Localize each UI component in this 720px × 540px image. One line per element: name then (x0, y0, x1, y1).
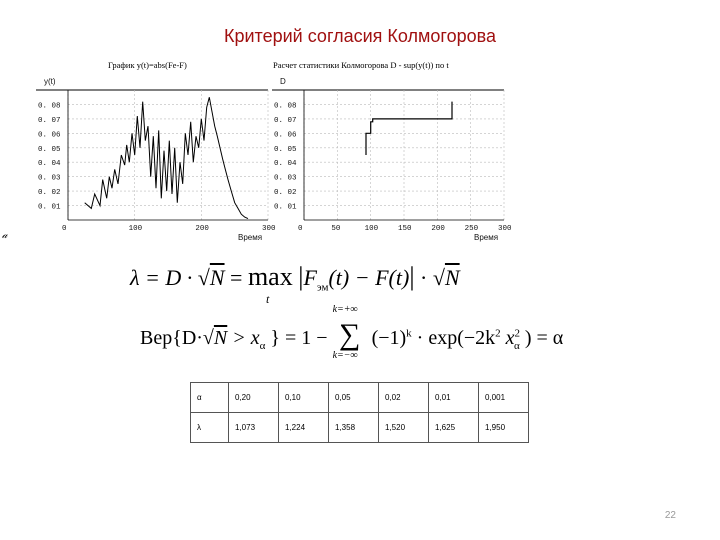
formula2-end: ) = α (524, 327, 564, 349)
x-tick-label: 200 (195, 225, 209, 233)
x-tick-label: 100 (128, 225, 143, 233)
table-cell: 0,05 (329, 383, 379, 413)
chart-abs-difference (36, 72, 276, 252)
series-line (366, 102, 452, 155)
formula1-body-rest: (t) − F(t) (328, 265, 410, 290)
y-axis-label: y(t) (44, 77, 56, 86)
x-tick-label: 250 (464, 225, 479, 233)
table-cell: 1,358 (329, 413, 379, 443)
formula1-body-sub: эм (316, 281, 329, 294)
table-cell: 0,20 (229, 383, 279, 413)
formula2-gt-sub: α (259, 340, 266, 352)
y-tick-label: 0. 02 (38, 189, 61, 198)
y-tick-label: 0. 02 (274, 189, 297, 198)
y-tick-label: 0. 08 (274, 102, 297, 111)
y-tick-label: 0. 05 (38, 145, 61, 154)
table-cell: 0,001 (479, 383, 529, 413)
formula2-prob: Вер{D (140, 327, 197, 349)
formula1-tail-sqrt-sign: √ (432, 265, 445, 290)
y-tick-label: 0. 07 (38, 116, 61, 125)
formula1-body: F (303, 265, 317, 290)
x-tick-label: 300 (262, 225, 276, 233)
table-cell: 0,01 (429, 383, 479, 413)
formula-lambda: λ = D · √N = max t $|F_{эм}(t) - F(t)| \cdot √N$ (130, 262, 460, 306)
y-tick-label: 0. 04 (38, 160, 61, 169)
table-cell: 1,520 (379, 413, 429, 443)
x-tick-label: 300 (498, 225, 512, 233)
formula2-sqrt: N (213, 327, 228, 349)
x-tick-label: 50 (331, 225, 341, 233)
x-axis-label: Время (238, 233, 263, 242)
y-tick-label: 0. 03 (274, 174, 297, 183)
formula2-exp-xsub: α (514, 340, 520, 352)
x-tick-label: 0 (298, 225, 303, 233)
x-tick-label: 200 (431, 225, 445, 233)
x-tick-label: 100 (364, 225, 379, 233)
y-tick-label: 0. 04 (274, 160, 297, 169)
critical-values-table (190, 382, 529, 443)
formula-probability: $Вер\{D\cdot√N > x_\alpha$ } = 1 − k=+∞ ∑ k=−∞ $(-1)^k \cdot \exp(-2k^2$ $x^2_\alpha$ ) = α (140, 304, 564, 361)
formula1-eq: = (230, 265, 243, 290)
formula1-max-sub: t (265, 292, 270, 306)
y-tick-label: 0. 08 (38, 102, 61, 111)
formula2-sum-bottom: k=−∞ (332, 350, 358, 361)
formula2-rhs: } = 1 − (270, 327, 328, 349)
x-tick-label: 150 (398, 225, 412, 233)
side-glyph: 𝒶 (2, 230, 8, 241)
table-cell: λ (191, 413, 229, 443)
chart2-title: Расчет статистики Колмогорова D - sup(y(t)) по t (273, 60, 449, 70)
formula1-lhs: λ = D · (130, 265, 193, 290)
formula1-tail-sqrt: N (444, 265, 460, 290)
slide-number: 22 (664, 510, 676, 521)
formula2-exp-xsup: 2 (514, 327, 521, 340)
table-cell: 1,224 (279, 413, 329, 443)
table-cell: 1,073 (229, 413, 279, 443)
formula1-max: max (247, 262, 293, 291)
formula2-sum-top: k=+∞ (332, 304, 358, 315)
table-row (191, 383, 529, 413)
formula2-exp-x: x (505, 327, 515, 349)
formula1-sqrt-sign: √ (197, 265, 210, 290)
table-cell: 0,10 (279, 383, 329, 413)
formula2-term-sup: k (406, 327, 412, 340)
x-tick-label: 0 (62, 225, 67, 233)
y-tick-label: 0. 05 (274, 145, 297, 154)
x-axis-label: Время (474, 233, 499, 242)
table-cell: 0,02 (379, 383, 429, 413)
formula1-sqrt: N (209, 265, 225, 290)
table-row (191, 413, 529, 443)
table-cell: 1,950 (479, 413, 529, 443)
y-axis-label: D (280, 77, 286, 86)
series-line (85, 97, 248, 218)
table-cell: 1,625 (429, 413, 479, 443)
formula2-exp-sup: 2 (495, 327, 501, 340)
y-tick-label: 0. 07 (274, 116, 297, 125)
formula2-gt: > x (232, 327, 260, 349)
y-tick-label: 0. 03 (38, 174, 61, 183)
chart-kolmogorov-statistic (272, 72, 512, 252)
table-cell: α (191, 383, 229, 413)
formula2-exp: · exp(−2k (416, 327, 496, 349)
chart1-title: График y(t)=abs(Fe-F) (108, 60, 187, 70)
y-tick-label: 0. 06 (38, 131, 61, 140)
y-tick-label: 0. 01 (274, 203, 297, 212)
y-tick-label: 0. 01 (38, 203, 61, 212)
page-title: Критерий согласия Колмогорова (224, 26, 496, 46)
y-tick-label: 0. 06 (274, 131, 297, 140)
formula2-term: (−1) (371, 327, 407, 349)
formula2-sum: ∑ (338, 318, 361, 351)
formula1-tail: · (420, 265, 428, 290)
